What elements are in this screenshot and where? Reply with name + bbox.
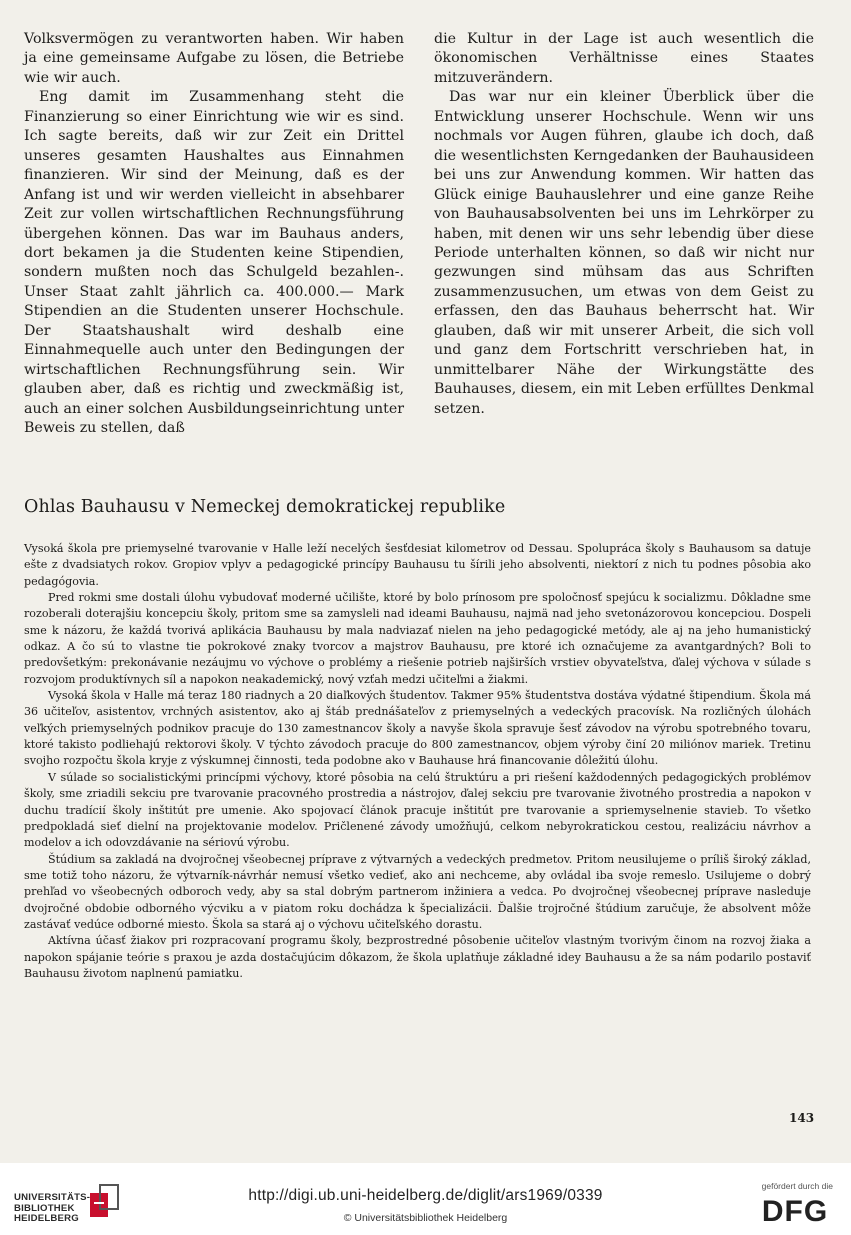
- slovak-paragraph-3: Vysoká škola v Halle má teraz 180 riadnych a 20 diaľkových študentov. Takmer 95% študentstva dostáva výdatné štipendium. Škola má 36 učiteľov, asistentov, vrchných asistentov, ako aj štáb prednášateľov z priemyselných a vedeckých pracovísk. Na rozličných úlohách veľkých priemyselných podnikov pracuje do 130 zamestnancov školy a navyše škola spravuje šesť závodov na výrobu spotrebného tovaru, ktoré takisto podliehajú rektorovi školy. V týchto závodoch pracuje do 800 zamestnancov, objem výroby činí 20 miliónov mariek. Tretinu svojho rozpočtu škola kryje z výskumnej činnosti, teda podobne ako v Bauhause hrá financovanie dôležitú úlohu.: [24, 689, 811, 768]
- funding-note: gefördert durch die: [761, 1181, 833, 1191]
- slovak-paragraph-5: Štúdium sa zakladá na dvojročnej všeobecnej príprave z výtvarných a vedeckých predmetov. Pritom neusilujeme o príliš široký základ, sme totiž toho názoru, že výtvarník-návrhár nemusí všetko vedieť, ako ani nechceme, aby ovládal iba svoje remeslo. Usilujeme o dobrý prehľad vo všeobecných odboroch vedy, aby sa stal dobrým partnerom inžiniera a vedca. Po dvojročnej všeobecnej príprave nasleduje dvojročné obdobie odborného výcviku a v piatom roku dochádza k špecializácii. Ďalšie trojročné štúdium zaručuje, že absolvent môže zastávať vedúce odborné miesto. Škola sa stará aj o výchovu učiteľského dorastu.: [24, 852, 811, 931]
- slovak-paragraph-6: Aktívna účasť žiakov pri rozpracovaní programu školy, bezprostredné pôsobenie učiteľov vlastným tvorivým činom na rozvoj žiaka a napokon spájanie teórie s praxou je azda dostačujúcim dôkazom, že škola uplatňuje základné idey Bauhausu a že sa nám podarilo postaviť Bauhausu životom naplnenú pamiatku.: [24, 934, 811, 980]
- library-name-line-3: HEIDELBERG: [14, 1213, 79, 1224]
- slovak-article: [24, 541, 811, 982]
- page-number: 143: [789, 1111, 815, 1125]
- german-right-column: [434, 30, 814, 439]
- library-name-line-2: BIBLIOTHEK: [14, 1202, 75, 1214]
- german-right-paragraph-1: die Kultur in der Lage ist auch wesentlich die ökonomischen Verhältnisse eines Staates mitzuverändern.: [434, 31, 814, 86]
- german-right-paragraph-2: Das war nur ein kleiner Überblick über die Entwicklung unserer Hochschule. Wenn wir uns nochmals vor Augen führen, glaube ich doch, daß die wesentlichsten Kerngedanken der Bauhausideen bei uns zur Anwendung kommen. Wir hatten das Glück einige Bauhauslehrer und eine ganze Reihe von Bauhausabsolventen bei uns im Lehrkörper zu haben, mit denen wir uns sehr lebendig über diese Periode unterhalten können, so daß wir nicht nur gezwungen sind mühsam das aus Schriften zusammenzusuchen, um etwas von dem Geist zu erfassen, den das Bauhaus beherrscht hat. Wir glauben, daß wir mit unserer Arbeit, die sich voll und ganz dem Fortschritt verschrieben hat, in unmittelbarer Nähe der Wirkungstätte des Bauhauses, diesem, ein mit Leben erfülltes Denkmal setzen.: [434, 89, 814, 417]
- copyright-text: © Universitätsbibliothek Heidelberg: [343, 1212, 508, 1224]
- german-left-paragraph-2: Eng damit im Zusammenhang steht die Finanzierung so einer Einrichtung wie wir es sind. Ich sagte bereits, daß wir zur Zeit ein Drittel unseres gesamten Haushaltes aus Einnahmen finanzieren. Wir sind der Meinung, daß es der Anfang ist und wir werden vielleicht in absehbarer Zeit zur vollen wirtschaftlichen Rechnungsführung übergehen können. Das war im Bauhaus anders, dort bekamen ja die Studenten keine Stipendien, sondern mußten noch das Schulgeld bezahlen-. Unser Staat zahlt jährlich ca. 400.000.— Mark Stipendien an die Studenten unserer Hochschule. Der Staatshaushalt wird deshalb eine Einnahmequelle auch unter den Bedingungen der wirtschaftlichen Rechnungsführung sein. Wir glauben aber, daß es richtig und zweckmäßig ist, auch an einer solchen Ausbildungseinrichtung unter Beweis zu stellen, daß: [24, 89, 404, 437]
- slovak-paragraph-2: Pred rokmi sme dostali úlohu vybudovať moderné učilište, ktoré by bolo prínosom pre spoločnosť spejúcu k socializmu. Dôkladne sme rozoberali doterajšiu koncepciu školy, pritom sme sa zamysleli nad ideami Bauhausu, najmä nad jeho svetonázorovou koncepciou. Dospeli sme k názoru, že každá tvorivá aplikácia Bauhausu by mala nadviazať nielen na jeho pedagogické metódy, ale aj na jeho humanistický odkaz. A čo sú to vlastne tie pokrokové znaky tvorcov a majstrov Bauhausu, pre ktoré ich označujeme za avantgardných? Boli to predovšetkým: prekonávanie nezáujmu vo výchove o problémy a riešenie potrieb najširších vrstiev obyvateľstva, ďalej výchova v súlade s rozvojom produktívnych síl a napokon neakademický, nový vzťah medzi učiteľmi a žiakmi.: [24, 591, 811, 686]
- dfg-logo-text: DFG: [761, 1195, 829, 1225]
- slovak-paragraph-1: Vysoká škola pre priemyselné tvarovanie v Halle leží necelých šesťdesiat kilometrov od Dessau. Spolupráca školy s Bauhausom sa datuje ešte z dvadsiatych rokov. Gropiov vplyv a pedagogické princípy Bauhausu tu šírili jeho absolventi, niektorí z nich tu podnes pôsobia ako pedagógovia.: [24, 542, 811, 588]
- german-text-columns: [24, 30, 814, 439]
- german-left-paragraph-1: Volksvermögen zu verantworten haben. Wir haben ja eine gemeinsame Aufgabe zu lösen, die Betriebe wie wir auch.: [24, 31, 404, 86]
- digitization-footer: [0, 1163, 851, 1235]
- library-name-line-1: UNIVERSITÄTS-: [14, 1192, 91, 1203]
- german-left-column: [24, 30, 404, 439]
- source-url-link[interactable]: http://digi.ub.uni-heidelberg.de/diglit/ars1969/0339: [248, 1187, 603, 1204]
- dfg-logo-icon: [753, 1193, 837, 1225]
- slovak-paragraph-4: V súlade so socialistickými princípmi výchovy, ktoré pôsobia na celú štruktúru a pri riešení každodenných pedagogických problémov školy, sme zriadili sekciu pre tvarovanie pracovného prostredia a nástrojov, ďalej sekciu pre tvarovanie životného prostredia a napokon v duchu tradícií školy inštitút pre umenie. Ako spojovací článok pracuje inštitút pre tvarovanie a spriemyselnenie stavieb. To všetko predpokladá sieť dielní na projektovanie modelov. Pričlenené závody umožňujú, celkom nebyrokratickou cestou, realizáciu návrhov a modelov a ich odovzdávanie na sériovú výrobu.: [24, 770, 811, 850]
- section-heading: Ohlas Bauhausu v Nemeckej demokratickej republike: [24, 497, 506, 517]
